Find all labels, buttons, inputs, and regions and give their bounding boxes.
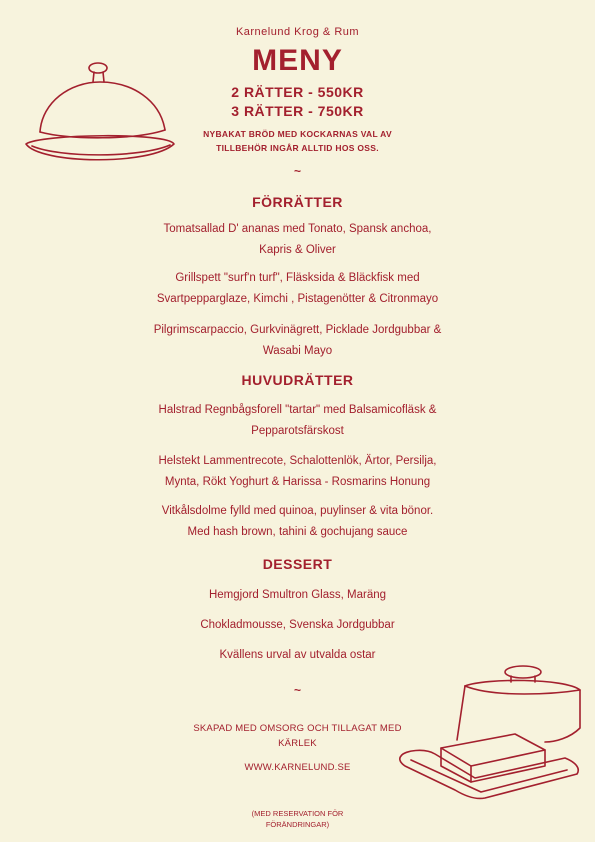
list-item [0, 451, 595, 493]
list-item [0, 268, 595, 310]
bread-note [0, 127, 595, 155]
footer-tagline [0, 721, 595, 751]
reservation-note-line: (MED RESERVATION FÖR [251, 809, 344, 818]
dish-line: Kapris & Oliver [259, 244, 336, 256]
list-item: Kvällens urval av utvalda ostar [219, 649, 376, 661]
dish-line: Med hash brown, tahini & gochujang sauce [187, 526, 408, 538]
dish-line: Vitkålsdolme fylld med quinoa, puylinser & vita bönor. [161, 505, 434, 517]
bread-note-line: NYBAKAT BRÖD MED KOCKARNAS VAL AV [203, 129, 392, 139]
dish-line: Pepparotsfärskost [251, 425, 344, 437]
dish-line: Svartpepparglaze, Kimchi , Pistagenötter & Citronmayo [156, 293, 439, 305]
reservation-note-line: FÖRÄNDRINGAR) [265, 820, 330, 829]
price-two-courses: 2 RÄTTER - 550KR [231, 84, 364, 100]
dish-line: Grillspett "surf'n turf", Fläsksida & Bläckfisk med [175, 272, 420, 284]
section-heading-starters: FÖRRÄTTER [252, 194, 343, 210]
website-link[interactable]: WWW.KARNELUND.SE [244, 762, 351, 773]
dish-line: Halstrad Regnbågsforell "tartar" med Balsamicofläsk & [158, 404, 437, 416]
dish-line: Helstekt Lammentrecote, Schalottenlök, Ärtor, Persilja, [158, 455, 437, 467]
list-item [0, 501, 595, 543]
list-item: Chokladmousse, Svenska Jordgubbar [200, 619, 395, 631]
footer-tagline-line: SKAPAD MED OMSORG OCH TILLAGAT MED [193, 723, 402, 734]
list-item [0, 219, 595, 261]
reservation-note [0, 808, 595, 830]
dish-line: Mynta, Rökt Yoghurt & Harissa - Rosmarins Honung [164, 476, 431, 488]
dish-line: Pilgrimscarpaccio, Gurkvinägrett, Picklade Jordgubbar & [153, 324, 442, 336]
list-item: Hemgjord Smultron Glass, Maräng [208, 589, 387, 601]
section-heading-mains: HUVUDRÄTTER [241, 372, 354, 388]
page-title: MENY [252, 44, 343, 77]
list-item [0, 400, 595, 442]
footer-tagline-line: KÄRLEK [278, 738, 317, 749]
section-heading-dessert: DESSERT [262, 556, 333, 572]
dish-line: Wasabi Mayo [262, 345, 333, 357]
divider-squiggle: ~ [293, 164, 301, 178]
dish-line: Tomatsallad D' ananas med Tonato, Spansk anchoa, [163, 223, 432, 235]
list-item [0, 320, 595, 362]
restaurant-name: Karnelund Krog & Rum [235, 26, 360, 38]
divider-squiggle: ~ [293, 683, 301, 697]
bread-note-line: TILLBEHÖR INGÅR ALLTID HOS OSS. [216, 143, 379, 153]
price-three-courses: 3 RÄTTER - 750KR [231, 103, 364, 119]
